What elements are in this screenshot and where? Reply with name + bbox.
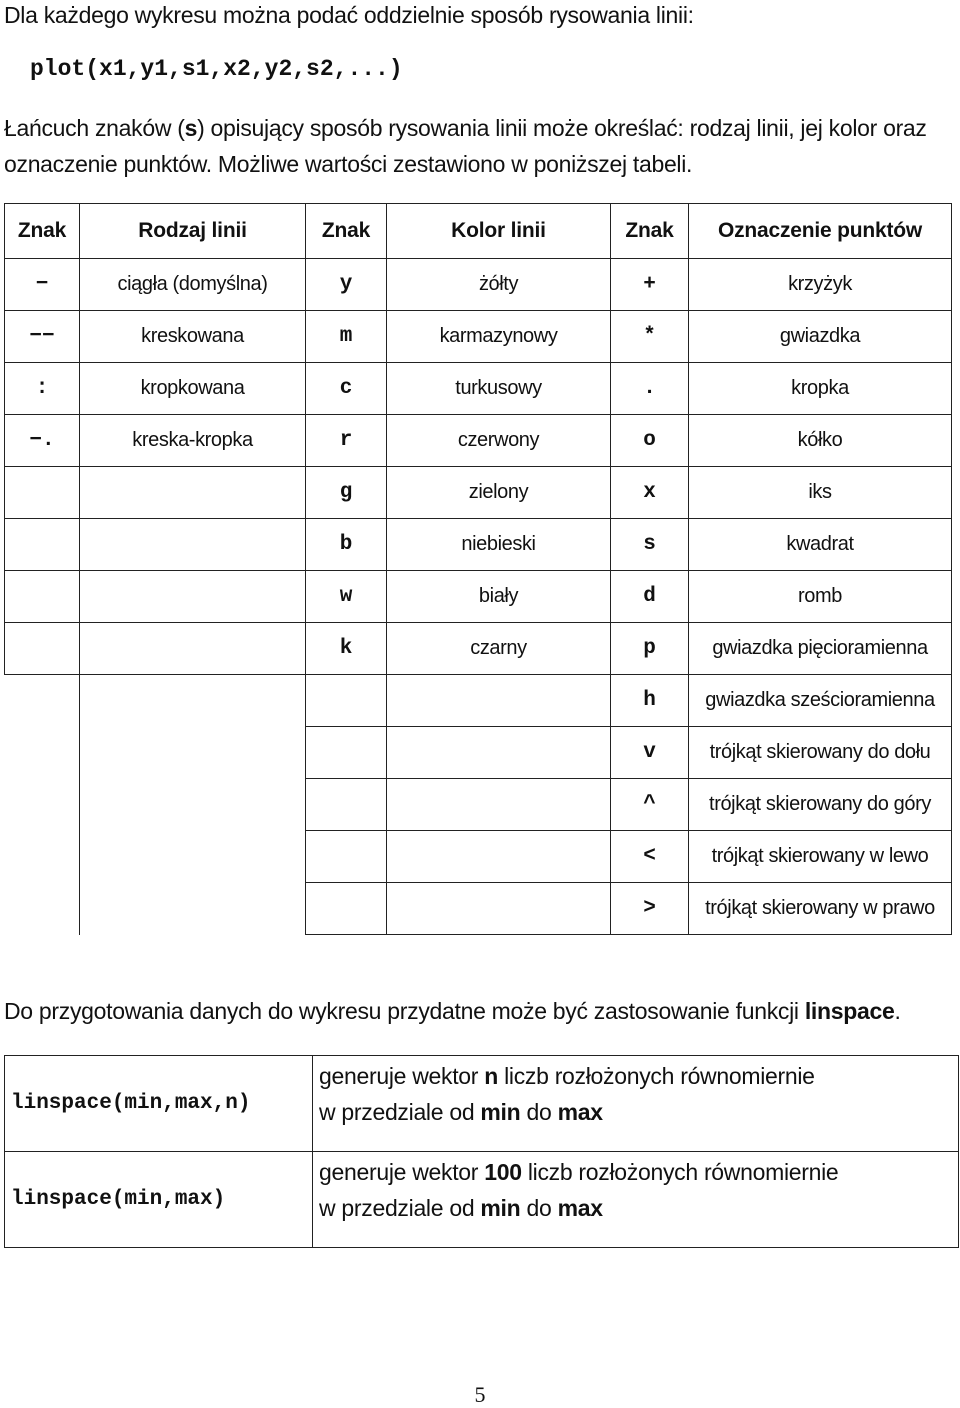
empty-cell: [5, 883, 80, 935]
color-symbol-cell: r: [306, 415, 387, 467]
table-row: [5, 675, 952, 727]
marker-desc-cell: romb: [689, 571, 952, 623]
color-desc-cell: zielony: [387, 467, 611, 519]
empty-cell: [306, 883, 387, 935]
empty-cell: [387, 831, 611, 883]
marker-desc-cell: iks: [689, 467, 952, 519]
header-line-symbol: Znak: [5, 204, 80, 259]
line-symbol-cell: −: [5, 259, 80, 311]
empty-cell: [5, 623, 80, 675]
empty-cell: [5, 727, 80, 779]
table-row: [5, 1152, 959, 1248]
function-description-cell: [313, 1152, 959, 1248]
marker-symbol-cell: >: [611, 883, 689, 935]
description-fragment: liczb rozłożonych równomiernie: [521, 1159, 839, 1185]
line-desc-cell: ciągła (domyślna): [80, 259, 306, 311]
line-symbol-cell: −.: [5, 415, 80, 467]
marker-desc-cell: krzyżyk: [689, 259, 952, 311]
color-desc-cell: żółty: [387, 259, 611, 311]
header-marker-symbol: Znak: [611, 204, 689, 259]
table-row: [5, 727, 952, 779]
empty-cell: [387, 883, 611, 935]
color-symbol-cell: g: [306, 467, 387, 519]
line-style-table: [4, 203, 952, 935]
empty-cell: [80, 779, 306, 831]
header-line-type: Rodzaj linii: [80, 204, 306, 259]
line-symbol-cell: :: [5, 363, 80, 415]
description-fragment: max: [557, 1195, 603, 1221]
page-number: 5: [474, 1382, 486, 1407]
empty-cell: [5, 519, 80, 571]
line-symbol-cell: −−: [5, 311, 80, 363]
plot-syntax-code: plot(x1,y1,s1,x2,y2,s2,...): [30, 56, 403, 82]
description-fragment: w przedziale od: [319, 1099, 481, 1125]
empty-cell: [306, 779, 387, 831]
header-line-color: Kolor linii: [387, 204, 611, 259]
description-text-2: ) opisujący sposób rysowania linii może określać: rodzaj linii, jej kolor oraz oznaczenie punktów. Możliwe wartości zestawiono w poniższej tabeli.: [4, 115, 927, 177]
color-symbol-cell: w: [306, 571, 387, 623]
table-row: [5, 571, 952, 623]
line-desc-cell: kropkowana: [80, 363, 306, 415]
empty-cell: [5, 831, 80, 883]
marker-symbol-cell: d: [611, 571, 689, 623]
marker-desc-cell: trójkąt skierowany do góry: [689, 779, 952, 831]
table-row: [5, 259, 952, 311]
color-symbol-cell: k: [306, 623, 387, 675]
description-fragment: min: [480, 1099, 521, 1125]
table-row: [5, 311, 952, 363]
empty-cell: [387, 675, 611, 727]
empty-cell: [387, 779, 611, 831]
color-symbol-cell: c: [306, 363, 387, 415]
marker-desc-cell: gwiazdka: [689, 311, 952, 363]
empty-cell: [80, 519, 306, 571]
header-marker-type: Oznaczenie punktów: [689, 204, 952, 259]
marker-desc-cell: trójkąt skierowany do dołu: [689, 727, 952, 779]
marker-symbol-cell: <: [611, 831, 689, 883]
table-row: [5, 467, 952, 519]
marker-symbol-cell: v: [611, 727, 689, 779]
linspace-table: [4, 1055, 959, 1248]
marker-symbol-cell: x: [611, 467, 689, 519]
empty-cell: [80, 883, 306, 935]
marker-symbol-cell: s: [611, 519, 689, 571]
table-row: [5, 415, 952, 467]
marker-symbol-cell: p: [611, 623, 689, 675]
marker-desc-cell: trójkąt skierowany w lewo: [689, 831, 952, 883]
linspace-intro-text: Do przygotowania danych do wykresu przydatne może być zastosowanie funkcji: [4, 998, 805, 1024]
description-fragment: min: [480, 1195, 521, 1221]
empty-cell: [80, 571, 306, 623]
marker-desc-cell: trójkąt skierowany w prawo: [689, 883, 952, 935]
header-color-symbol: Znak: [306, 204, 387, 259]
marker-desc-cell: kwadrat: [689, 519, 952, 571]
marker-symbol-cell: .: [611, 363, 689, 415]
description-fragment: do: [520, 1099, 558, 1125]
marker-symbol-cell: +: [611, 259, 689, 311]
description-fragment: do: [520, 1195, 558, 1221]
color-desc-cell: turkusowy: [387, 363, 611, 415]
empty-cell: [80, 727, 306, 779]
description-fragment: max: [557, 1099, 603, 1125]
empty-cell: [306, 675, 387, 727]
function-description-cell: [313, 1056, 959, 1152]
linspace-intro: [4, 998, 901, 1025]
function-signature-cell: linspace(min,max): [5, 1152, 313, 1248]
empty-cell: [306, 831, 387, 883]
marker-symbol-cell: h: [611, 675, 689, 727]
marker-symbol-cell: ^: [611, 779, 689, 831]
table-header-row: [5, 204, 952, 259]
table-row: [5, 1056, 959, 1152]
line-desc-cell: kreska-kropka: [80, 415, 306, 467]
color-symbol-cell: m: [306, 311, 387, 363]
empty-cell: [5, 675, 80, 727]
table-row: [5, 363, 952, 415]
description-fragment: liczb rozłożonych równomiernie: [498, 1063, 815, 1089]
color-desc-cell: karmazynowy: [387, 311, 611, 363]
linspace-intro-fn: linspace: [804, 998, 895, 1024]
empty-cell: [5, 779, 80, 831]
table-row: [5, 883, 952, 935]
color-desc-cell: czerwony: [387, 415, 611, 467]
description-fragment: generuje wektor: [319, 1063, 485, 1089]
description-fragment: 100: [484, 1159, 522, 1185]
table-row: [5, 831, 952, 883]
line-desc-cell: kreskowana: [80, 311, 306, 363]
table-row: [5, 779, 952, 831]
color-symbol-cell: y: [306, 259, 387, 311]
marker-symbol-cell: o: [611, 415, 689, 467]
color-symbol-cell: b: [306, 519, 387, 571]
marker-symbol-cell: *: [611, 311, 689, 363]
color-desc-cell: czarny: [387, 623, 611, 675]
empty-cell: [306, 727, 387, 779]
empty-cell: [80, 675, 306, 727]
marker-desc-cell: gwiazdka pięcioramienna: [689, 623, 952, 675]
description-fragment: n: [484, 1063, 498, 1089]
empty-cell: [80, 831, 306, 883]
description-fragment: generuje wektor: [319, 1159, 485, 1185]
empty-cell: [5, 571, 80, 623]
empty-cell: [80, 623, 306, 675]
marker-desc-cell: kropka: [689, 363, 952, 415]
empty-cell: [5, 467, 80, 519]
table-row: [5, 519, 952, 571]
empty-cell: [80, 467, 306, 519]
description-s-param: s: [184, 115, 198, 141]
table-row: [5, 623, 952, 675]
empty-cell: [387, 727, 611, 779]
marker-desc-cell: gwiazdka sześcioramienna: [689, 675, 952, 727]
description-paragraph: [4, 110, 954, 182]
color-desc-cell: biały: [387, 571, 611, 623]
linspace-intro-end: .: [894, 998, 901, 1024]
intro-text: Dla każdego wykresu można podać oddzielnie sposób rysowania linii:: [4, 2, 694, 28]
color-desc-cell: niebieski: [387, 519, 611, 571]
description-fragment: w przedziale od: [319, 1195, 481, 1221]
description-text-1: Łańcuch znaków (: [4, 115, 185, 141]
marker-desc-cell: kółko: [689, 415, 952, 467]
function-signature-cell: linspace(min,max,n): [5, 1056, 313, 1152]
